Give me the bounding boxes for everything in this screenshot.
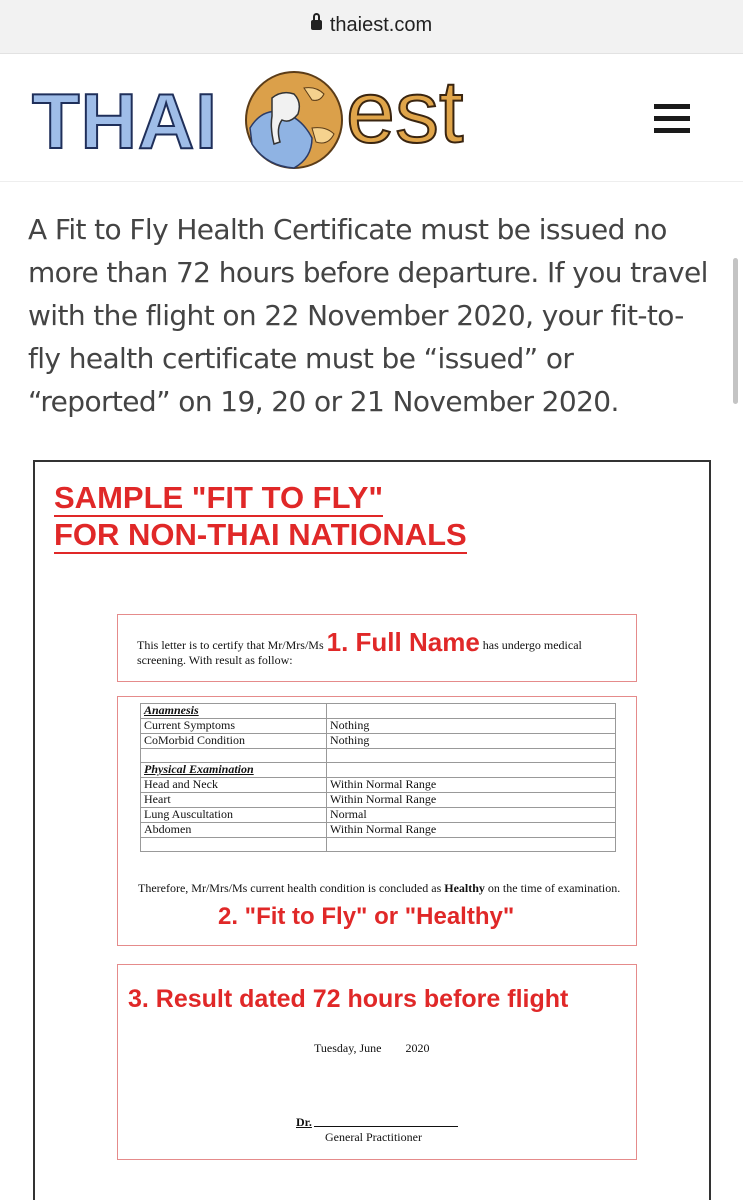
conclusion-prefix: Therefore, Mr/Mrs/Ms current health condition is concluded as	[138, 881, 442, 895]
logo-thai-text: THAI	[32, 77, 218, 165]
anamnesis-header: Anamnesis	[141, 704, 327, 719]
table-cell-label: Current Symptoms	[141, 719, 327, 734]
certify-prefix: This letter is to certify that Mr/Mrs/Ms	[137, 638, 324, 652]
table-row	[141, 823, 616, 838]
fit-to-fly-label: 2. "Fit to Fly" or "Healthy"	[218, 903, 515, 930]
certify-box	[117, 614, 637, 682]
sample-title-line2: FOR NON-THAI NATIONALS	[54, 517, 467, 552]
menu-bar	[654, 116, 690, 121]
table-cell-value: Nothing	[327, 734, 616, 749]
site-logo[interactable]	[32, 62, 492, 168]
table-row	[141, 838, 616, 852]
table-cell-label: Lung Auscultation	[141, 808, 327, 823]
conclusion-text	[138, 881, 623, 896]
table-cell	[327, 838, 616, 852]
table-cell	[141, 749, 327, 763]
table-cell-label: Head and Neck	[141, 778, 327, 793]
sample-title-line1: SAMPLE "FIT TO FLY"	[54, 480, 384, 515]
menu-bar	[654, 128, 690, 133]
table-cell	[327, 749, 616, 763]
sample-certificate-image	[33, 460, 711, 1200]
certify-text	[137, 627, 627, 668]
browser-url-bar[interactable]	[0, 0, 743, 54]
table-cell-value: Nothing	[327, 719, 616, 734]
certify-suffix: has undergo medical screening. With result as follow:	[137, 638, 582, 667]
result-date-label: 3. Result dated 72 hours before flight	[128, 985, 569, 1013]
menu-bar	[654, 104, 690, 109]
intro-paragraph: A Fit to Fly Health Certificate must be issued no more than 72 hours before departure. If you travel with the flight on 22 November 2020, your fit-to-fly health certificate must be “issued” or “reported” on 19, 20 or 21 November 2020.	[28, 213, 708, 418]
table-row	[141, 734, 616, 749]
conclusion-healthy: Healthy	[444, 881, 485, 895]
table-row	[141, 749, 616, 763]
lock-icon	[311, 20, 322, 30]
table-row	[141, 793, 616, 808]
doctor-label: Dr.	[296, 1115, 312, 1129]
table-cell-value: Within Normal Range	[327, 823, 616, 838]
table-cell-label: CoMorbid Condition	[141, 734, 327, 749]
table-row	[141, 808, 616, 823]
conclusion-suffix: on the time of examination.	[487, 881, 621, 895]
globe-elephant-icon	[242, 68, 346, 172]
table-row	[141, 704, 616, 719]
table-cell-value: Within Normal Range	[327, 778, 616, 793]
certificate-date: Tuesday, June 2020	[314, 1041, 430, 1055]
result-box	[117, 964, 637, 1160]
table-cell	[327, 763, 616, 778]
site-header	[0, 54, 743, 182]
url-display[interactable]	[0, 14, 743, 37]
logo-est-text: est	[346, 62, 464, 161]
table-cell-label: Abdomen	[141, 823, 327, 838]
sample-title	[54, 480, 467, 554]
hamburger-icon[interactable]	[654, 104, 690, 134]
table-cell-label: Heart	[141, 793, 327, 808]
table-cell	[141, 838, 327, 852]
exam-header: Physical Examination	[141, 763, 327, 778]
exam-box	[117, 696, 637, 946]
table-cell-value: Normal	[327, 808, 616, 823]
full-name-label: 1. Full Name	[326, 627, 480, 657]
scrollbar-thumb[interactable]	[733, 258, 738, 404]
exam-table	[140, 703, 616, 852]
table-cell	[327, 704, 616, 719]
table-row	[141, 778, 616, 793]
table-row	[141, 719, 616, 734]
table-row	[141, 763, 616, 778]
general-practitioner-label: General Practitioner	[325, 1130, 422, 1144]
url-text: thaiest.com	[329, 14, 433, 36]
signature-line	[314, 1126, 458, 1127]
table-cell-value: Within Normal Range	[327, 793, 616, 808]
